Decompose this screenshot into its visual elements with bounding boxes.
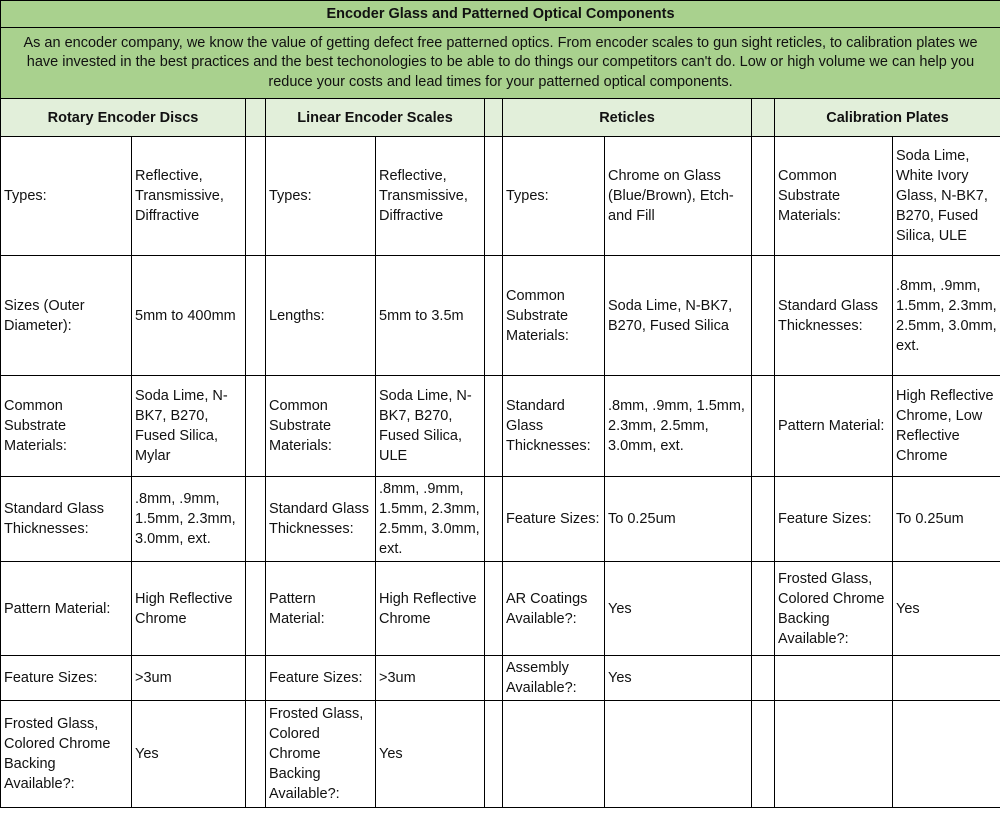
rotary-value-cell: Soda Lime, N-BK7, B270, Fused Silica, Mylar xyxy=(132,376,246,477)
reticle-label-cell: Feature Sizes: xyxy=(503,477,605,562)
column-gap xyxy=(485,376,503,477)
calibration-label-cell: Standard Glass Thicknesses: xyxy=(775,256,893,376)
reticle-value-cell: Yes xyxy=(605,656,752,701)
rotary-value-cell: >3um xyxy=(132,656,246,701)
rotary-value-cell: .8mm, .9mm, 1.5mm, 2.3mm, 3.0mm, ext. xyxy=(132,477,246,562)
linear-label-cell: Pattern Material: xyxy=(266,562,376,656)
column-gap xyxy=(485,656,503,701)
intro-text: As an encoder company, we know the value of getting defect free patterned optics. From encoder scales to gun sight reticles, to calibration plates we have invested in the best practices and the best techonologies to be able to do things our competitors can't do. Low or high volume we can help you reduce your costs and lead times for your patterned optical components. xyxy=(1,28,1000,99)
reticle-value-cell: .8mm, .9mm, 1.5mm, 2.3mm, 2.5mm, 3.0mm, ext. xyxy=(605,376,752,477)
rotary-label-cell: Frosted Glass, Colored Chrome Backing Available?: xyxy=(1,701,132,808)
calibration-label-cell: Pattern Material: xyxy=(775,376,893,477)
column-gap xyxy=(485,701,503,808)
column-gap xyxy=(246,656,266,701)
column-gap xyxy=(485,562,503,656)
calibration-value-cell xyxy=(893,701,1000,808)
header-calibration-plates: Calibration Plates xyxy=(775,99,1000,137)
table-row xyxy=(1,562,1000,656)
column-gap xyxy=(246,562,266,656)
column-gap xyxy=(246,137,266,256)
reticle-value-cell: Yes xyxy=(605,562,752,656)
rotary-value-cell: Reflective, Transmissive, Diffractive xyxy=(132,137,246,256)
calibration-value-cell: To 0.25um xyxy=(893,477,1000,562)
header-reticles: Reticles xyxy=(503,99,752,137)
rotary-label-cell: Feature Sizes: xyxy=(1,656,132,701)
reticle-label-cell: Standard Glass Thicknesses: xyxy=(503,376,605,477)
table-row xyxy=(1,137,1000,256)
column-gap xyxy=(752,477,775,562)
calibration-value-cell: Soda Lime, White Ivory Glass, N-BK7, B270, Fused Silica, ULE xyxy=(893,137,1000,256)
linear-value-cell: Reflective, Transmissive, Diffractive xyxy=(376,137,485,256)
column-gap xyxy=(246,99,266,137)
header-rotary-encoder-discs: Rotary Encoder Discs xyxy=(1,99,246,137)
reticle-value-cell xyxy=(605,701,752,808)
column-gap xyxy=(485,256,503,376)
linear-label-cell: Types: xyxy=(266,137,376,256)
column-gap xyxy=(485,477,503,562)
linear-value-cell: High Reflective Chrome xyxy=(376,562,485,656)
rotary-value-cell: 5mm to 400mm xyxy=(132,256,246,376)
calibration-value-cell: .8mm, .9mm, 1.5mm, 2.3mm, 2.5mm, 3.0mm, ext. xyxy=(893,256,1000,376)
reticle-value-cell: To 0.25um xyxy=(605,477,752,562)
reticle-label-cell xyxy=(503,701,605,808)
column-gap xyxy=(752,99,775,137)
linear-label-cell: Frosted Glass, Colored Chrome Backing Available?: xyxy=(266,701,376,808)
linear-label-cell: Standard Glass Thicknesses: xyxy=(266,477,376,562)
table-row xyxy=(1,376,1000,477)
rotary-value-cell: Yes xyxy=(132,701,246,808)
table-row xyxy=(1,256,1000,376)
linear-value-cell: .8mm, .9mm, 1.5mm, 2.3mm, 2.5mm, 3.0mm, ext. xyxy=(376,477,485,562)
table-row xyxy=(1,701,1000,808)
column-gap xyxy=(246,256,266,376)
column-gap xyxy=(485,99,503,137)
linear-value-cell: Yes xyxy=(376,701,485,808)
reticle-value-cell: Soda Lime, N-BK7, B270, Fused Silica xyxy=(605,256,752,376)
calibration-label-cell xyxy=(775,701,893,808)
column-gap xyxy=(246,701,266,808)
table-row xyxy=(1,656,1000,701)
calibration-value-cell: Yes xyxy=(893,562,1000,656)
rotary-label-cell: Pattern Material: xyxy=(1,562,132,656)
column-gap xyxy=(485,137,503,256)
column-gap xyxy=(752,656,775,701)
column-gap xyxy=(752,701,775,808)
linear-value-cell: >3um xyxy=(376,656,485,701)
rotary-value-cell: High Reflective Chrome xyxy=(132,562,246,656)
linear-label-cell: Lengths: xyxy=(266,256,376,376)
reticle-label-cell: AR Coatings Available?: xyxy=(503,562,605,656)
calibration-label-cell: Common Substrate Materials: xyxy=(775,137,893,256)
column-gap xyxy=(752,137,775,256)
calibration-label-cell: Frosted Glass, Colored Chrome Backing Available?: xyxy=(775,562,893,656)
calibration-label-cell xyxy=(775,656,893,701)
calibration-value-cell: High Reflective Chrome, Low Reflective Chrome xyxy=(893,376,1000,477)
header-linear-encoder-scales: Linear Encoder Scales xyxy=(266,99,485,137)
column-gap xyxy=(752,376,775,477)
column-gap xyxy=(752,256,775,376)
table-title: Encoder Glass and Patterned Optical Components xyxy=(1,1,1000,28)
rotary-label-cell: Standard Glass Thicknesses: xyxy=(1,477,132,562)
reticle-label-cell: Types: xyxy=(503,137,605,256)
linear-label-cell: Feature Sizes: xyxy=(266,656,376,701)
linear-label-cell: Common Substrate Materials: xyxy=(266,376,376,477)
reticle-value-cell: Chrome on Glass (Blue/Brown), Etch-and Fill xyxy=(605,137,752,256)
reticle-label-cell: Assembly Available?: xyxy=(503,656,605,701)
linear-value-cell: 5mm to 3.5m xyxy=(376,256,485,376)
rotary-label-cell: Types: xyxy=(1,137,132,256)
reticle-label-cell: Common Substrate Materials: xyxy=(503,256,605,376)
column-gap xyxy=(752,562,775,656)
linear-value-cell: Soda Lime, N-BK7, B270, Fused Silica, ULE xyxy=(376,376,485,477)
rotary-label-cell: Common Substrate Materials: xyxy=(1,376,132,477)
column-gap xyxy=(246,477,266,562)
calibration-value-cell xyxy=(893,656,1000,701)
column-gap xyxy=(246,376,266,477)
table-row xyxy=(1,477,1000,562)
calibration-label-cell: Feature Sizes: xyxy=(775,477,893,562)
rotary-label-cell: Sizes (Outer Diameter): xyxy=(1,256,132,376)
